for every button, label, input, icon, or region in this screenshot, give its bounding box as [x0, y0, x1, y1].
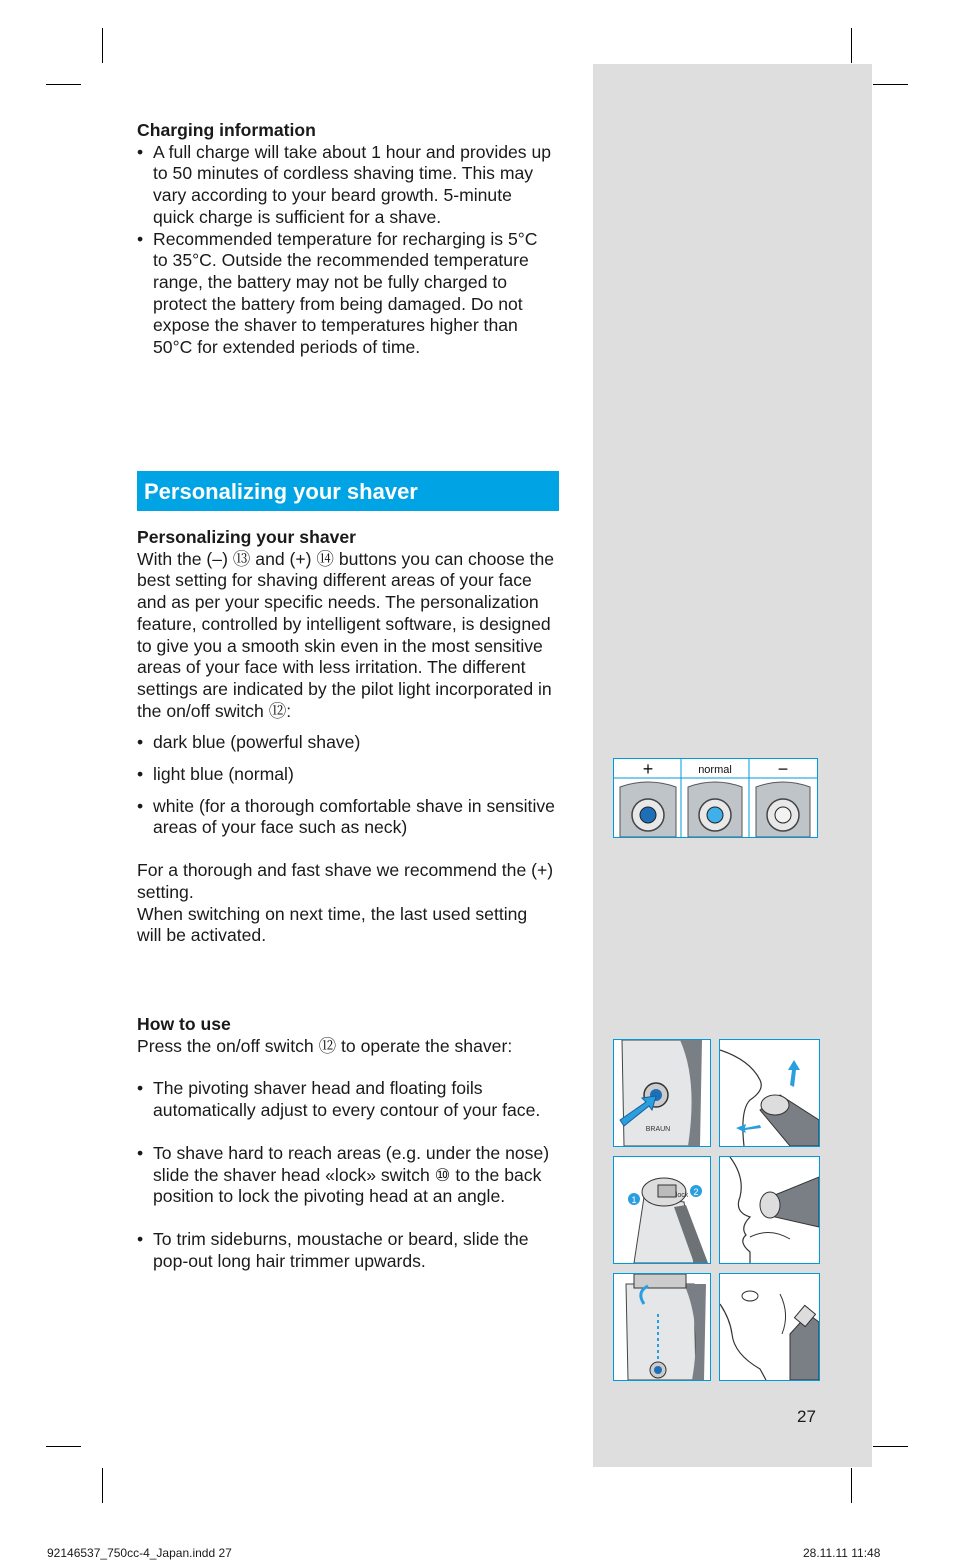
- charging-heading: Charging information: [137, 120, 316, 140]
- charging-section: [137, 120, 557, 359]
- dark-blue-light: [640, 807, 656, 823]
- section-title: Personalizing your shaver: [144, 479, 418, 504]
- section-banner: [137, 471, 559, 511]
- lock-switch-illustration: [613, 1156, 711, 1264]
- step-one-label: 1: [631, 1195, 637, 1205]
- pilot-light-settings-figure: [613, 758, 818, 838]
- footer-timestamp: 28.11.11 11:48: [803, 1546, 881, 1560]
- crop-mark: [102, 1468, 103, 1503]
- crop-mark: [851, 28, 852, 63]
- under-nose-illustration: [719, 1156, 820, 1264]
- crop-mark: [46, 1446, 81, 1447]
- personalizing-intro: With the (–) ⑬ and (+) ⑭ buttons you can choose the best setting for shaving different areas of your face and as per your specific needs. The personalization feature, controlled by intelligent software, is designed to give you a smooth skin even in the most sensitive areas of your face with less irritation. The different settings are indicated by the pilot light incorporated in the on/off switch ⑫:: [137, 548, 555, 721]
- how-to-use-list: [137, 1078, 557, 1272]
- lock-label: lock: [675, 1192, 689, 1199]
- list-item: • A full charge will take about 1 hour and provides up to 50 minutes of cordless shaving time. This may vary according to your beard growth. 5-minute quick charge is sufficient for a shave.: [137, 142, 557, 229]
- crop-mark: [46, 84, 81, 85]
- crop-mark: [102, 28, 103, 63]
- crop-mark: [873, 1446, 908, 1447]
- list-item: • dark blue (powerful shave): [137, 732, 555, 754]
- list-item: • light blue (normal): [137, 764, 555, 786]
- personalizing-section: [137, 527, 555, 947]
- footer-file-info: 92146537_750cc-4_Japan.indd 27: [47, 1546, 232, 1560]
- trimmer-slide-illustration: [613, 1273, 711, 1381]
- sideburn-trim-illustration: [719, 1273, 820, 1381]
- step-two-label: 2: [693, 1187, 699, 1197]
- list-item: • To trim sideburns, moustache or beard, slide the pop-out long hair trimmer upwards.: [137, 1229, 557, 1272]
- white-light: [775, 807, 791, 823]
- normal-label: normal: [698, 764, 732, 776]
- plus-label: +: [642, 759, 654, 779]
- charging-list: [137, 142, 557, 359]
- how-to-use-section: [137, 1014, 557, 1272]
- light-blue-light: [707, 807, 723, 823]
- crop-mark: [873, 84, 908, 85]
- list-item: • To shave hard to reach areas (e.g. under the nose) slide the shaver head «lock» switch ⑩ to the back position to lock the pivoting head at an angle.: [137, 1143, 557, 1208]
- pilot-light-list: [137, 732, 555, 839]
- face-contour-illustration: [719, 1039, 820, 1147]
- how-to-use-intro: Press the on/off switch ⑫ to operate the shaver:: [137, 1035, 513, 1056]
- how-to-use-heading: How to use: [137, 1014, 231, 1034]
- list-item: • Recommended temperature for recharging is 5°C to 35°C. Outside the recommended temperature range, the battery may not be fully charged to protect the battery from being damaged. Do not expose the shaver to temperatures higher than 50°C for extended periods of time.: [137, 229, 557, 359]
- list-item: • white (for a thorough comfortable shave in sensitive areas of your face such as neck): [137, 796, 555, 839]
- list-item: • The pivoting shaver head and floating foils automatically adjust to every contour of your face.: [137, 1078, 557, 1121]
- press-switch-illustration: [613, 1039, 711, 1147]
- brand-text: BRAUN: [645, 1126, 671, 1133]
- personalizing-heading: Personalizing your shaver: [137, 527, 357, 547]
- minus-label: −: [777, 759, 789, 779]
- last-used-text: When switching on next time, the last used setting will be activated.: [137, 903, 528, 946]
- recommend-text: For a thorough and fast shave we recommend the (+) setting.: [137, 860, 554, 902]
- page-number: 27: [797, 1407, 816, 1426]
- crop-mark: [851, 1468, 852, 1503]
